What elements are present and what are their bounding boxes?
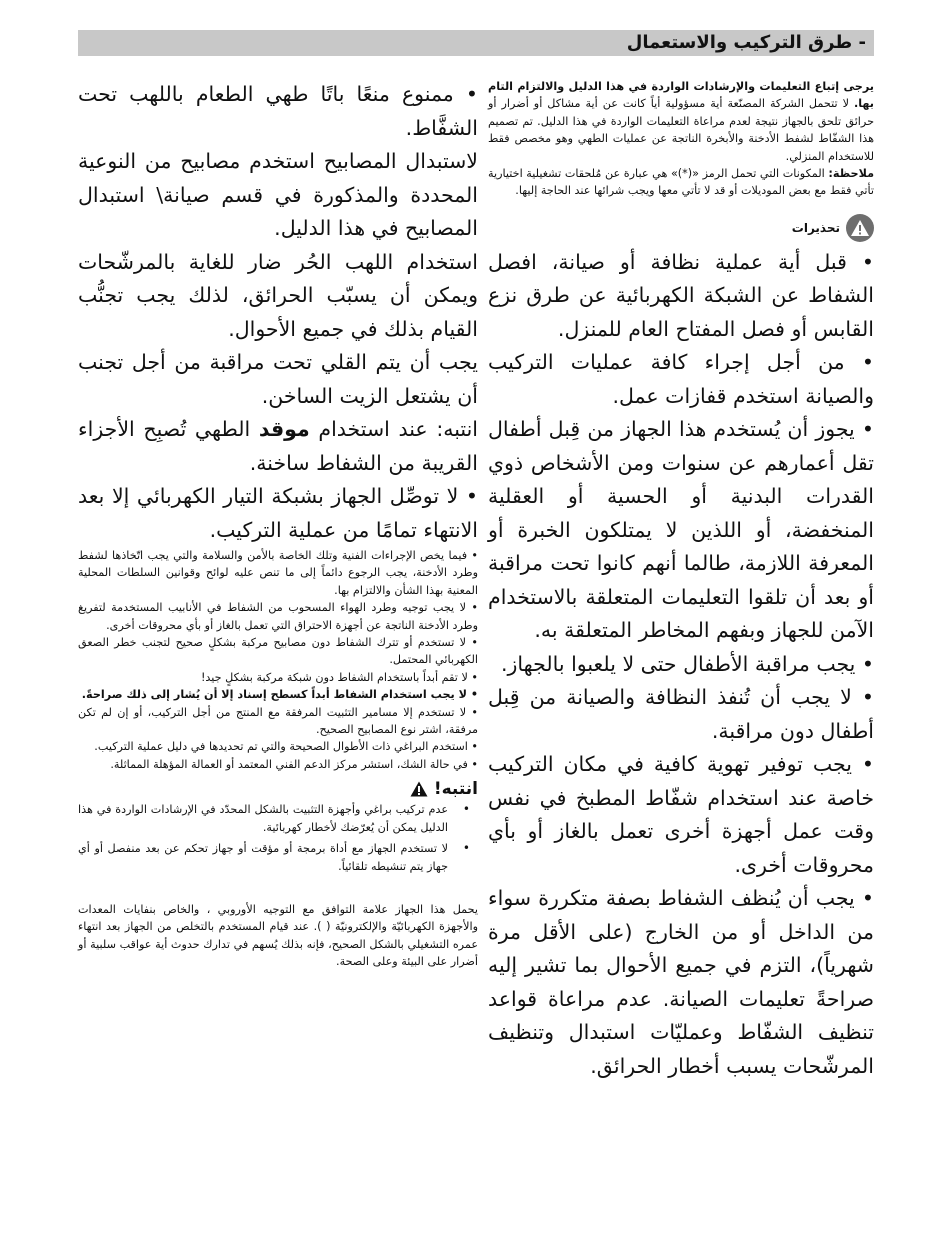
warning-paragraph: • من أجل إجراء كافة عمليات التركيب والصيانة استخدم قفازات عمل. bbox=[488, 350, 874, 408]
note-text: المكونات التي تحمل الرمز «(*)» هي عبارة عن مُلحقات تشغيلية اختيارية تأتي فقط مع بعض الموديلات أو قد لا تأتي معها ويجب شرائها عند الحاجة إليها. bbox=[488, 167, 874, 198]
intro-bold: يرجى إتباع التعليمات والإرشادات الواردة في هذا الدليل والالتزام التام بها. bbox=[488, 80, 874, 111]
warning-paragraph: • يجب مراقبة الأطفال حتى لا يلعبوا بالجهاز. bbox=[501, 651, 874, 676]
warnings-title: تحذيرات bbox=[791, 220, 840, 235]
warnings-heading bbox=[488, 214, 874, 242]
safety-item-bold: • لا يجب استخدام الشفاط أبداً كسطح إسناد إلا أن يُشار إلى ذلك صراحةً. bbox=[81, 688, 478, 702]
rule-paragraph: يجب أن يتم القلي تحت مراقبة من أجل تجنب أن يشتعل الزيت الساخن. bbox=[78, 350, 478, 408]
safety-item: • لا يجب توجيه وطرد الهواء المسحوب من الشفاط في الأنابيب المستخدمة لتفريغ وطرد الأدخنة الناتجة عن أجهزة الاحتراق التي تعمل بالغاز أو بأي محروقات أخرى. bbox=[78, 601, 478, 632]
warning-triangle-icon bbox=[410, 781, 428, 797]
weee-paragraph: يحمل هذا الجهاز علامة التوافق مع التوجيه الأوروبي ، والخاص بنفايات المعدات والأجهزة الكهربائيّة والإلكترونيّة ( ). عند قيام المستخدم بالتخلص من الجهاز بعد انتهاء عمره التشغيلي بالشكل الصحيح، فإنه بذلك يُسهم في تدارك حدوث أية عواقب سلبية أو أضرار على البيئة وعلى الصحة. bbox=[78, 902, 478, 969]
rule-paragraph: لاستبدال المصابيح استخدم مصابيح من النوعية المحددة والمذكورة في قسم صيانة\ استبدال المصابيح في هذا الدليل. bbox=[78, 149, 478, 240]
note-label: ملاحظة: bbox=[828, 167, 874, 181]
attention-list bbox=[78, 801, 478, 875]
warning-paragraph: • قبل أية عملية نظافة أو صيانة، افصل الشفاط عن الشبكة الكهربائية عن طرق نزع القابس أو فصل المفتاح العام للمنزل. bbox=[488, 249, 874, 341]
left-column bbox=[78, 78, 478, 971]
section-title: - طرق التركيب والاستعمال bbox=[626, 32, 866, 53]
rule-paragraph: • ممنوع منعًا باتًا طهي الطعام باللهب تحت الشفَّاط. bbox=[78, 82, 478, 140]
warning-paragraph: • يجب توفير تهوية كافية في مكان التركيب خاصة عند استخدام شفّاط المطبخ في نفس وقت عمل أجهزة أخرى تعمل بالغاز أو بأي محروقات أخرى. bbox=[488, 752, 874, 877]
safety-item: • لا تستخدم إلا مسامير التثبيت المرفقة مع المنتج من أجل التركيب، أو إن لم تكن مرفقة، اشتر نوع المصابيح الصحيح. bbox=[78, 705, 478, 737]
intro-text: لا تتحمل الشركة المصنّعة أية مسؤولية أياً كانت عن أية مشاكل أو أضرار أو حرائق تلحق بالجهاز نتيجة لعدم مراعاة التعليمات الواردة في هذا الدليل. تم تصميم هذا الشفّاط لشفط الأدخنة والأبخرة الناتجة عن عمليات الطهي وهو مخصص فقط للاستخدام المنزلي. bbox=[488, 97, 874, 163]
rule-paragraph: استخدام اللهب الحُر ضار للغاية بالمرشّحات ويمكن أن يسبّب الحرائق، لذلك يجب تجنُّب القيام بذلك في جميع الأحوال. bbox=[78, 249, 478, 341]
safety-item: • لا تقم أبداً باستخدام الشفاط دون شبكة مركبة بشكلٍ جيد! bbox=[200, 670, 478, 684]
warning-paragraph: • لا يجب أن تُنفذ النظافة والصيانة من قِبل أطفال دون مراقبة. bbox=[488, 685, 874, 743]
stove-warning: انتبه: عند استخدام موقد الطهي تُصبِح الأجزاء القريبة من الشفاط ساخنة. bbox=[78, 417, 479, 475]
note-paragraph bbox=[488, 165, 874, 200]
attention-heading bbox=[78, 779, 478, 799]
warning-paragraph: • يجوز أن يُستخدم هذا الجهاز من قِبل أطفال تقل أعمارهم عن سنوات ومن الأشخاص ذوي القدرات البدنية أو الحسية أو العقلية المنخفضة، أو اللذين لا يمتلكون الخبرة أو المعرفة اللازمة، طالما أنهم كانوا تحت مراقبة أو بعد أن تلقوا التعليمات المتعلقة بالاستخدام الآمن للجهاز وبفهم المخاطر المتعلقة به. bbox=[488, 417, 874, 643]
safety-item: • استخدم البراغي ذات الأطوال الصحيحة والتي تم تحديدها في دليل عملية التركيب. bbox=[94, 740, 478, 754]
right-column bbox=[488, 78, 874, 1083]
attention-item: • عدم تركيب براغي وأجهزة التثبيت بالشكل المحدّد في الإرشادات الواردة في هذا الدليل يمكن أن يُعرّضك لأخطار كهربائية. bbox=[78, 801, 448, 836]
safety-item: • في حالة الشك، استشر مركز الدعم الفني المعتمد أو العمالة المؤهلة المماثلة. bbox=[110, 757, 478, 771]
attention-title: انتبه! bbox=[433, 779, 478, 800]
safety-item: • لا تستخدم أو تترك الشفاط دون مصابيح مركبة بشكلٍ صحيح لتجنب خطر الصعق الكهربائي المحتمل. bbox=[78, 636, 478, 667]
safety-item: • فيما يخص الإجراءات الفنية وتلك الخاصة بالأمن والسلامة والتي يجب اتّخاذها لشفط وطرد الأدخنة، يجب الرجوع دائماً إلى ما تنص عليه لوائح وقوانين السلطات المحلية المعنية بهذا الشأن والالتزام بها. bbox=[78, 549, 478, 597]
warning-paragraph: • يجب أن يُنظف الشفاط بصفة متكررة سواء من الداخل أو من الخارج (على الأقل مرة شهرياً)، التزم في جميع الأحوال بما تشير إليه صراحةً تعليمات الصيانة. عدم مراعاة قواعد تنظيف الشفّاط وعمليّات استبدال وتنظيف المرشّحات يسبب أخطار الحرائق. bbox=[488, 886, 874, 1078]
intro-paragraph bbox=[488, 78, 874, 165]
section-header-bar bbox=[78, 30, 874, 56]
warning-icon bbox=[846, 214, 874, 242]
connect-warning: • لا توصِّل الجهاز بشبكة التيار الكهربائي إلا بعد الانتهاء تمامًا من عملية التركيب. bbox=[78, 484, 478, 542]
attention-item: • لا تستخدم الجهاز مع أداة برمجة أو مؤقت أو جهاز تحكم عن بعد منفصل أو أي جهاز يتم تنشيطه تلقائياً. bbox=[78, 840, 448, 875]
stove-word: موقد bbox=[258, 417, 310, 441]
